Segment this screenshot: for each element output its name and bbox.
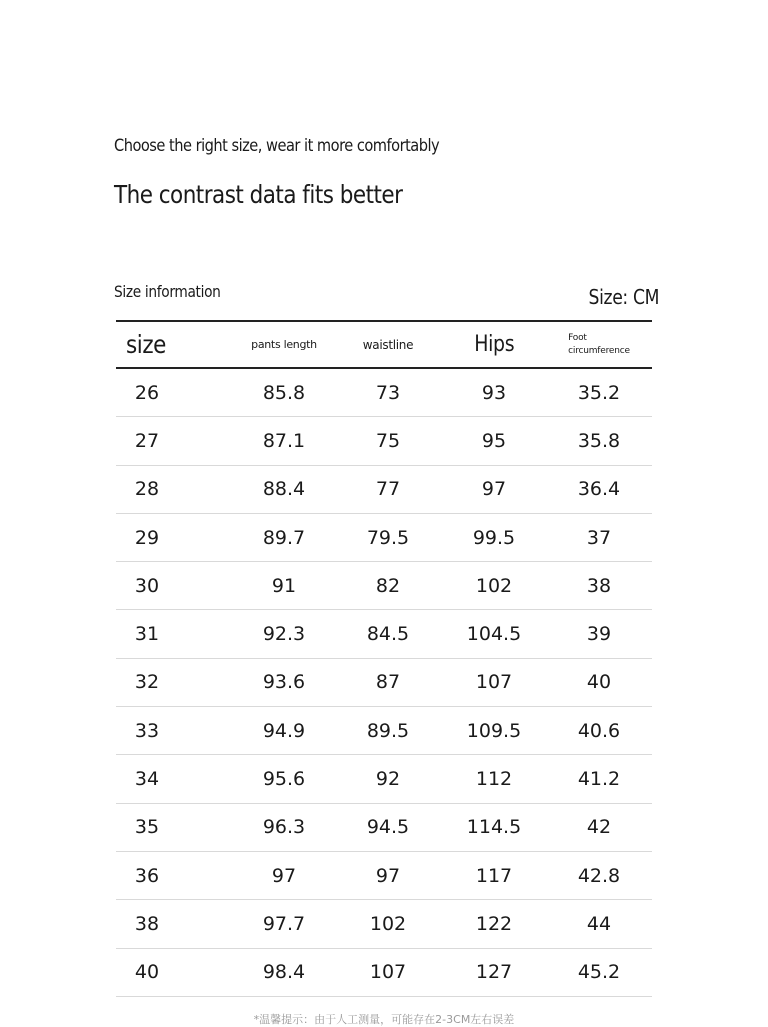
cell-size: 27 [134,429,160,452]
header-foot-circumference [568,332,630,358]
table-row [116,804,652,852]
cell-size: 30 [134,574,160,597]
cell-hips: 109.5 [466,719,522,742]
cell-size: 29 [134,526,160,549]
cell-hips: 117 [475,864,513,887]
header-size: size [126,330,166,359]
cell-foot-circumference: 35.2 [577,381,621,404]
cell-foot-circumference: 42.8 [577,864,621,887]
cell-pants-length: 98.4 [262,961,306,984]
cell-waistline: 77 [375,478,401,501]
table-row [116,417,652,465]
cell-pants-length: 88.4 [262,478,306,501]
cell-size: 26 [134,381,160,404]
cell-hips: 127 [475,961,513,984]
cell-pants-length: 97 [271,864,297,887]
cell-size: 36 [134,864,160,887]
cell-waistline: 89.5 [366,719,410,742]
cell-foot-circumference: 38 [586,574,612,597]
table-row [116,852,652,900]
cell-size: 40 [134,961,160,984]
cell-hips: 114.5 [466,816,522,839]
cell-foot-circumference: 37 [586,526,612,549]
cell-waistline: 75 [375,429,401,452]
cell-size: 31 [134,623,160,646]
header-foot-line2: circumference [568,345,630,356]
table-row [116,369,652,417]
header-pants-length: pants length [251,338,317,351]
cell-hips: 95 [481,429,507,452]
header-foot-line1: Foot [568,332,587,343]
cell-waistline: 84.5 [366,623,410,646]
cell-hips: 104.5 [466,623,522,646]
cell-size: 38 [134,912,160,935]
cell-hips: 102 [475,574,513,597]
cell-hips: 99.5 [472,526,516,549]
cell-foot-circumference: 41.2 [577,768,621,791]
tagline: Choose the right size, wear it more comfortably [114,136,440,156]
unit-label: Size: CM [588,285,659,309]
cell-pants-length: 93.6 [262,671,306,694]
table-row [116,610,652,658]
cell-waistline: 73 [375,381,401,404]
cell-size: 34 [134,768,160,791]
cell-hips: 93 [481,381,507,404]
cell-foot-circumference: 40.6 [577,719,621,742]
cell-size: 32 [134,671,160,694]
cell-hips: 122 [475,912,513,935]
table-row [116,659,652,707]
cell-size: 28 [134,478,160,501]
cell-pants-length: 94.9 [262,719,306,742]
cell-foot-circumference: 44 [586,912,612,935]
headline: The contrast data fits better [114,180,403,209]
cell-pants-length: 92.3 [262,623,306,646]
table-row [116,514,652,562]
table-row [116,755,652,803]
table-row [116,949,652,997]
cell-size: 35 [134,816,160,839]
cell-foot-circumference: 42 [586,816,612,839]
cell-hips: 97 [481,478,507,501]
cell-waistline: 102 [369,912,407,935]
footnote: *温馨提示：由于人工测量，可能存在2-3CM左右误差 [253,1013,515,1026]
cell-pants-length: 87.1 [262,429,306,452]
size-table [116,320,652,997]
cell-pants-length: 95.6 [262,768,306,791]
cell-hips: 112 [475,768,513,791]
cell-waistline: 79.5 [366,526,410,549]
cell-foot-circumference: 36.4 [577,478,621,501]
cell-hips: 107 [475,671,513,694]
cell-waistline: 87 [375,671,401,694]
header-waistline: waistline [362,337,414,352]
table-row [116,562,652,610]
cell-pants-length: 91 [271,574,297,597]
table-header-row [116,322,652,369]
cell-pants-length: 89.7 [262,526,306,549]
cell-waistline: 94.5 [366,816,410,839]
cell-waistline: 92 [375,768,401,791]
cell-foot-circumference: 39 [586,623,612,646]
cell-pants-length: 96.3 [262,816,306,839]
cell-waistline: 107 [369,961,407,984]
table-row [116,466,652,514]
cell-foot-circumference: 40 [586,671,612,694]
cell-pants-length: 97.7 [262,912,306,935]
cell-foot-circumference: 45.2 [577,961,621,984]
header-hips: Hips [474,332,514,357]
table-row [116,707,652,755]
cell-waistline: 82 [375,574,401,597]
cell-foot-circumference: 35.8 [577,429,621,452]
cell-waistline: 97 [375,864,401,887]
cell-pants-length: 85.8 [262,381,306,404]
table-body [116,369,652,997]
table-row [116,900,652,948]
section-label: Size information [114,282,221,301]
cell-size: 33 [134,719,160,742]
